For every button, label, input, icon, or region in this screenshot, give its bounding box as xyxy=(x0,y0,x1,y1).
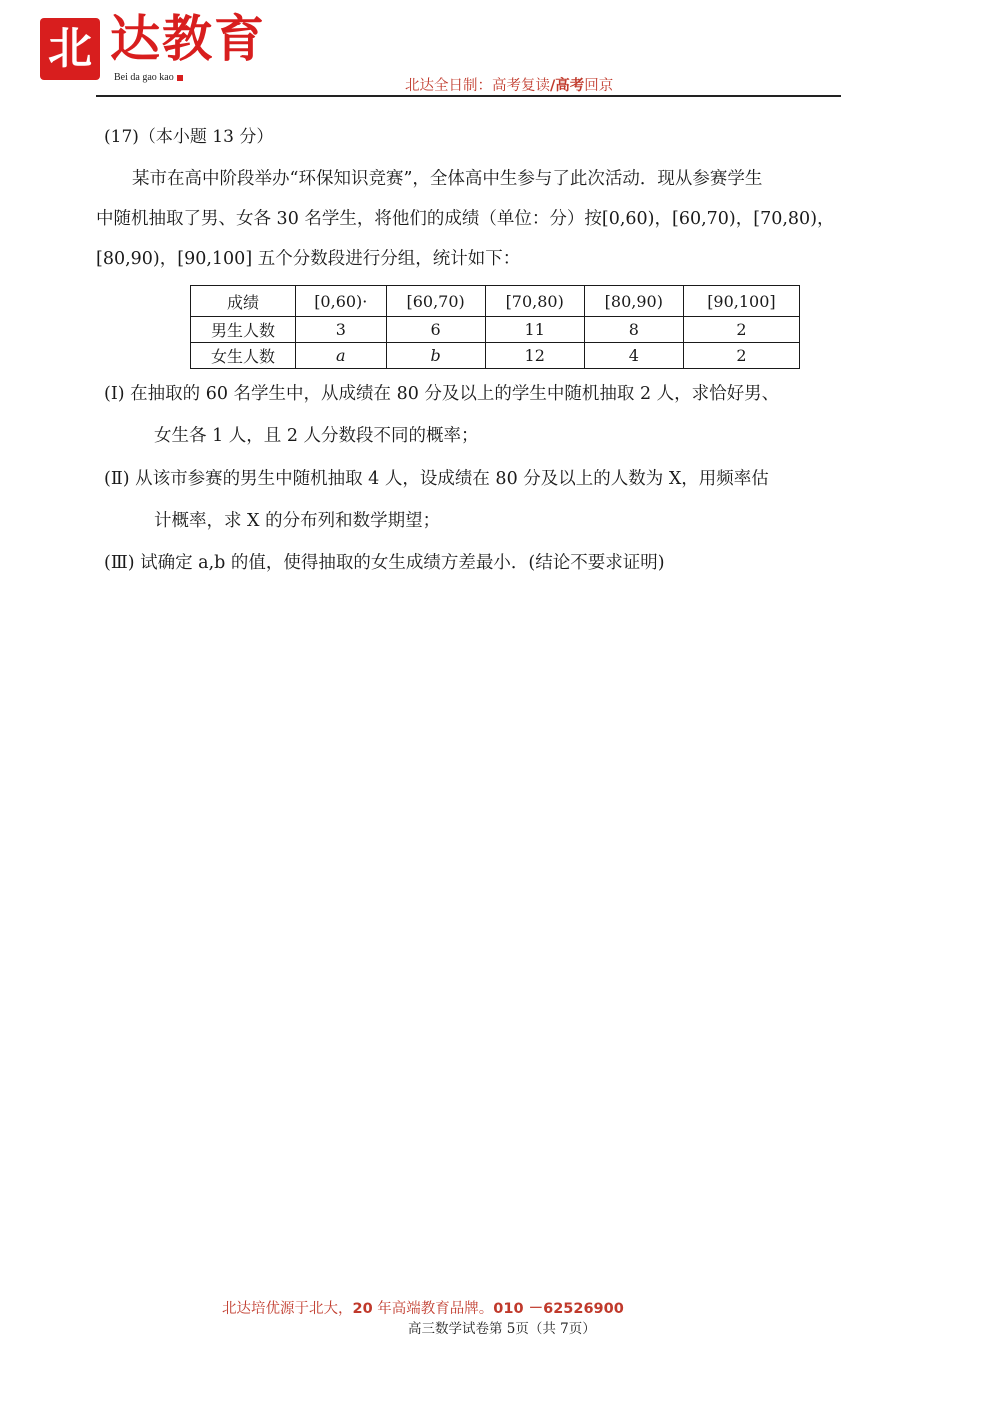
intro-line: [80,90)，[90,100] 五个分数段进行分组，统计如下： xyxy=(96,249,521,269)
footer-brand xyxy=(222,1297,624,1318)
table-header-row xyxy=(191,286,800,317)
table-header-cell: [0,60)· xyxy=(296,286,387,317)
footer-brand-bold1: 20 xyxy=(352,1301,373,1317)
subquestion-3 xyxy=(104,543,904,585)
header-divider xyxy=(96,95,841,97)
table-cell: 4 xyxy=(584,343,683,369)
slogan-bold: /高考 xyxy=(550,78,585,94)
brand-name: 达教育 xyxy=(110,9,266,68)
brand-logo-mark xyxy=(40,18,100,80)
brand-subtitle-text: Bei da gao kao xyxy=(114,72,174,83)
footer-brand-part2: 年高端教育品牌。 xyxy=(372,1301,494,1317)
table-header-cell: [90,100] xyxy=(683,286,799,317)
footer-phone: 010 －62526900 xyxy=(493,1301,624,1317)
intro-line: 某市在高中阶段举办“环保知识竞赛”，全体高中生参与了此次活动．现从参赛学生 xyxy=(132,169,763,189)
page-number: 高三数学试卷第 5页（共 7页） xyxy=(408,1321,596,1337)
table-row-label: 男生人数 xyxy=(191,317,296,343)
question-intro xyxy=(96,159,896,279)
table-cell: 3 xyxy=(296,317,387,343)
slogan-part2: 回京 xyxy=(584,78,614,94)
question-title: (17)（本小题 13 分） xyxy=(104,127,274,147)
table-cell: 2 xyxy=(683,343,799,369)
table-row xyxy=(191,317,800,343)
logo-char: 北 xyxy=(48,23,92,74)
subquestion-line: (Ⅲ) 试确定 a,b 的值，使得抽取的女生成绩方差最小．(结论不要求证明) xyxy=(104,553,665,573)
table-header-cell: [60,70) xyxy=(386,286,485,317)
table-cell: 11 xyxy=(485,317,584,343)
table-header-cell: 成绩 xyxy=(191,286,296,317)
table-row-label: 女生人数 xyxy=(191,343,296,369)
header-slogan xyxy=(405,74,613,95)
subquestion-line: (Ⅰ) 在抽取的 60 名学生中，从成绩在 80 分及以上的学生中随机抽取 2 人，求恰好男、 xyxy=(104,384,780,404)
subquestion-1 xyxy=(104,374,904,458)
subquestion-line: (Ⅱ) 从该市参赛的男生中随机抽取 4 人，设成绩在 80 分及以上的人数为 X，用频率估 xyxy=(104,469,769,489)
table-header-cell: [80,90) xyxy=(584,286,683,317)
table-cell: 6 xyxy=(386,317,485,343)
table-header-cell: [70,80) xyxy=(485,286,584,317)
intro-line: 中随机抽取了男、女各 30 名学生，将他们的成绩（单位：分）按[0,60)，[60,70)，[70,80)， xyxy=(96,209,835,229)
subquestion-line: 计概率，求 X 的分布列和数学期望； xyxy=(154,511,441,531)
table-row xyxy=(191,343,800,369)
subquestion-line: 女生各 1 人，且 2 人分数段不同的概率； xyxy=(154,426,479,446)
slogan-part1: 北达全日制：高考复读 xyxy=(405,78,550,94)
table-cell: 8 xyxy=(584,317,683,343)
footer-brand-part1: 北达培优源于北大， xyxy=(222,1301,353,1317)
brand-subtitle xyxy=(114,72,183,83)
score-table xyxy=(190,285,800,369)
table-cell: 12 xyxy=(485,343,584,369)
table-cell: a xyxy=(296,343,387,369)
brand-square-icon xyxy=(177,75,183,81)
table-cell: 2 xyxy=(683,317,799,343)
subquestion-2 xyxy=(104,459,904,543)
table-cell: b xyxy=(386,343,485,369)
